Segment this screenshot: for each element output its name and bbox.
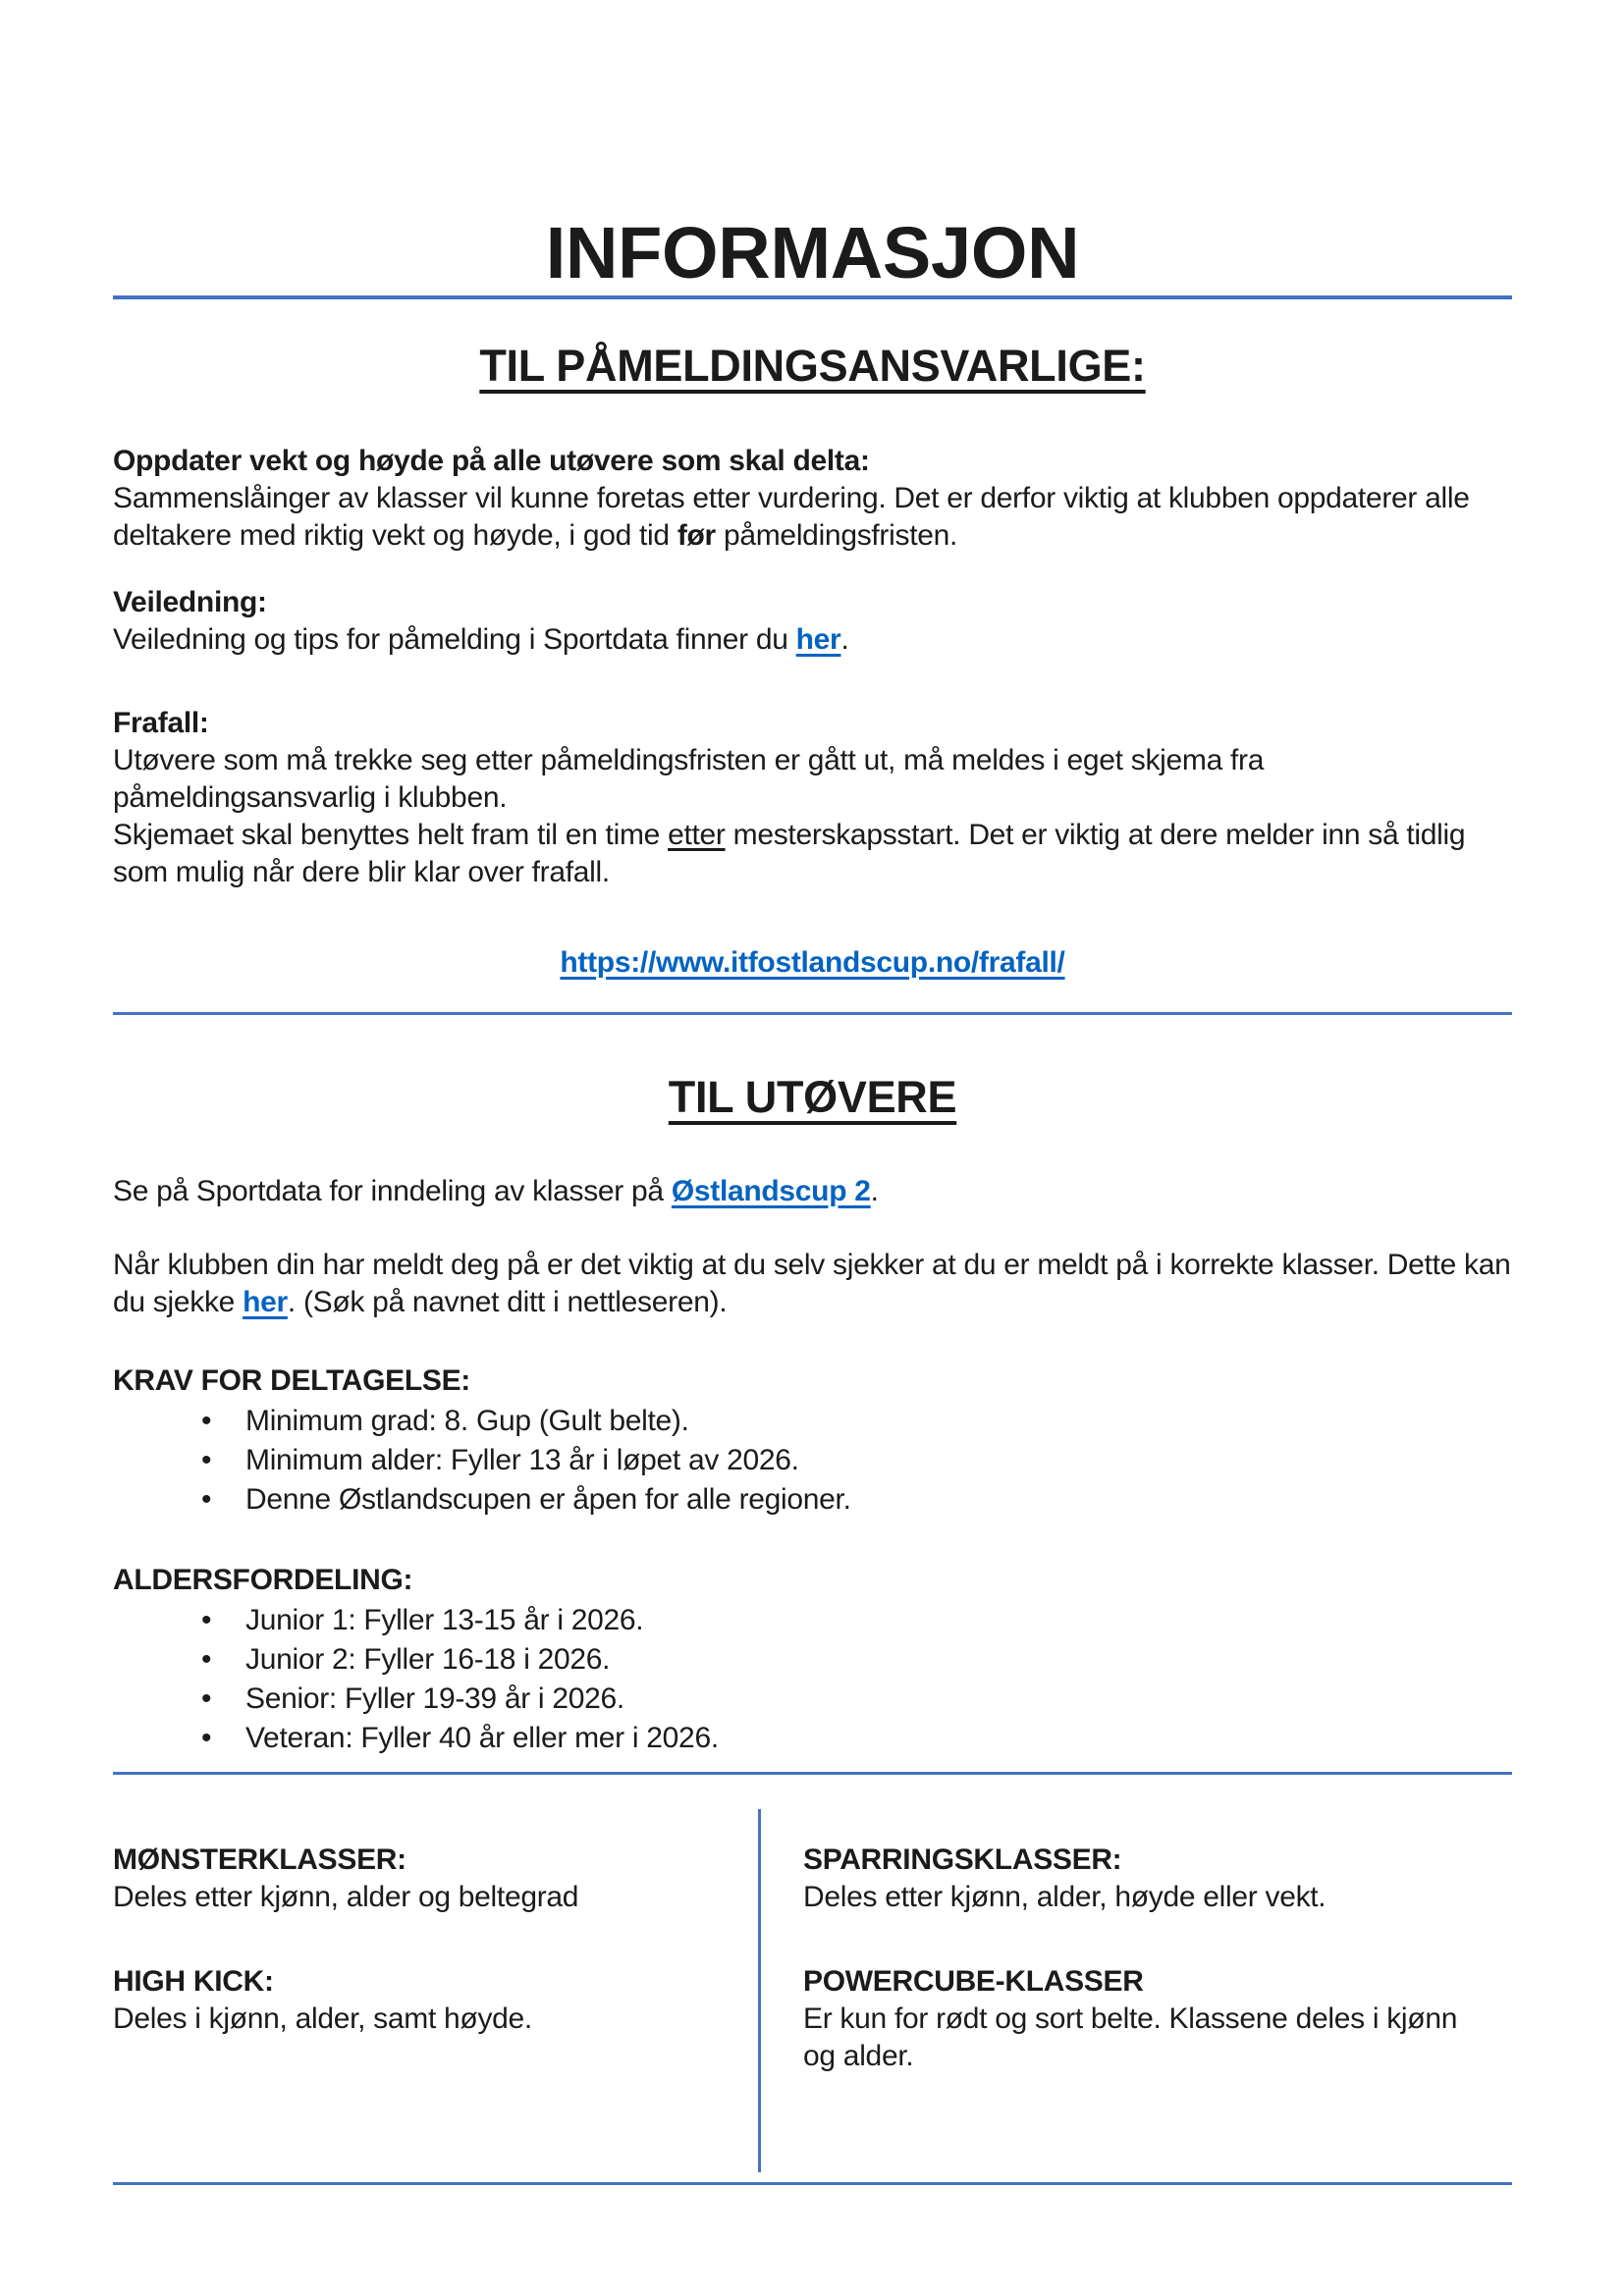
withdrawal-paragraph (113, 705, 1512, 891)
withdrawal-body-1: Utøvere som må trekke seg etter påmeldingsfristen er gått ut, må meldes i eget skjema fra påmeldingsansvarlig i klubben. (113, 744, 1265, 814)
powercube-classes-header: POWERCUBE-KLASSER (803, 1965, 1144, 1998)
update-body-before: Sammenslåinger av klasser vil kunne foretas etter vurdering. Det er derfor viktig at klubben oppdaterer alle deltakere med riktig vekt og høyde, i god tid (113, 482, 1470, 552)
age-groups-list (113, 1601, 1512, 1758)
column-block (803, 1842, 1471, 1916)
classes-info-after: . (870, 1175, 879, 1207)
column-block (113, 1963, 758, 2038)
sparring-classes-header: SPARRINGSKLASSER: (803, 1843, 1122, 1876)
check-info-after: . (Søk på navnet ditt i nettleseren). (287, 1286, 728, 1318)
update-body-after: påmeldingsfristen. (715, 519, 958, 552)
withdrawal-underlined-word: etter (668, 819, 726, 851)
powercube-classes-body: Er kun for rødt og sort belte. Klassene deles i kjønn og alder. (803, 2002, 1458, 2072)
ostlandscup-link[interactable]: Østlandscup 2 (671, 1175, 871, 1207)
guidance-paragraph (113, 584, 1512, 659)
check-her-link[interactable]: her (243, 1286, 288, 1318)
monster-classes-header: MØNSTERKLASSER: (113, 1843, 406, 1876)
withdrawal-url-paragraph (113, 944, 1512, 982)
guidance-body-after: . (840, 623, 849, 656)
check-registration-paragraph (113, 1247, 1512, 1321)
list-item: • Minimum grad: 8. Gup (Gult belte). (245, 1402, 1512, 1441)
column-block (113, 1842, 758, 1916)
check-info-before: Når klubben din har meldt deg på er det viktig at du selv sjekker at du er meldt på i korrekte klasser. Dette kan du sjekke (113, 1249, 1511, 1318)
class-columns-section (113, 1775, 1512, 2182)
list-item: • Veteran: Fyller 40 år eller mer i 2026. (245, 1719, 1512, 1758)
withdrawal-body-2-before: Skjemaet skal benyttes helt fram til en time (113, 819, 669, 851)
update-header: Oppdater vekt og høyde på alle utøvere som skal delta: (113, 445, 870, 477)
sparring-classes-body: Deles etter kjønn, alder, høyde eller vekt. (803, 1881, 1326, 1913)
withdrawal-body-2-after: mesterskapsstart. Det er viktig at dere melder inn så tidlig som mulig når dere blir klar over frafall. (113, 819, 1466, 888)
classes-info-before: Se på Sportdata for inndeling av klasser på (113, 1175, 672, 1207)
list-item: • Junior 2: Fyller 16-18 i 2026. (245, 1640, 1512, 1680)
requirements-header: KRAV FOR DELTAGELSE: (113, 1364, 470, 1397)
list-item: • Minimum alder: Fyller 13 år i løpet av 2026. (245, 1441, 1512, 1480)
section-divider (113, 2182, 1512, 2185)
classes-info-paragraph (113, 1173, 1512, 1210)
high-kick-header: HIGH KICK: (113, 1965, 274, 1998)
guidance-header: Veiledning: (113, 586, 267, 618)
guidance-body: Veiledning og tips for påmelding i Sportdata finner du (113, 623, 796, 656)
requirements-list (113, 1402, 1512, 1520)
update-bold-word: før (677, 519, 716, 552)
list-item: • Denne Østlandscupen er åpen for alle regioner. (245, 1480, 1512, 1520)
column-divider (758, 1809, 761, 2172)
list-item: • Senior: Fyller 19-39 år i 2026. (245, 1680, 1512, 1719)
column-block (803, 1963, 1471, 2075)
age-groups-header: ALDERSFORDELING: (113, 1564, 413, 1596)
section-divider (113, 1012, 1512, 1015)
column-left (113, 1842, 758, 2182)
high-kick-body: Deles i kjønn, alder, samt høyde. (113, 2002, 532, 2035)
withdrawal-url-link[interactable]: https://www.itfostlandscup.no/frafall/ (560, 946, 1065, 979)
document-title: INFORMASJON (545, 212, 1080, 294)
athletes-section-heading: TIL UTØVERE (668, 1072, 957, 1122)
update-weight-height-paragraph (113, 443, 1512, 555)
monster-classes-body: Deles etter kjønn, alder og beltegrad (113, 1881, 579, 1913)
withdrawal-header: Frafall: (113, 707, 209, 739)
column-right (758, 1842, 1471, 2182)
list-item: • Junior 1: Fyller 13-15 år i 2026. (245, 1601, 1512, 1640)
guidance-her-link[interactable]: her (795, 623, 841, 656)
section-divider (113, 295, 1512, 299)
registration-section-heading: TIL PÅMELDINGSANSVARLIGE: (479, 341, 1146, 391)
